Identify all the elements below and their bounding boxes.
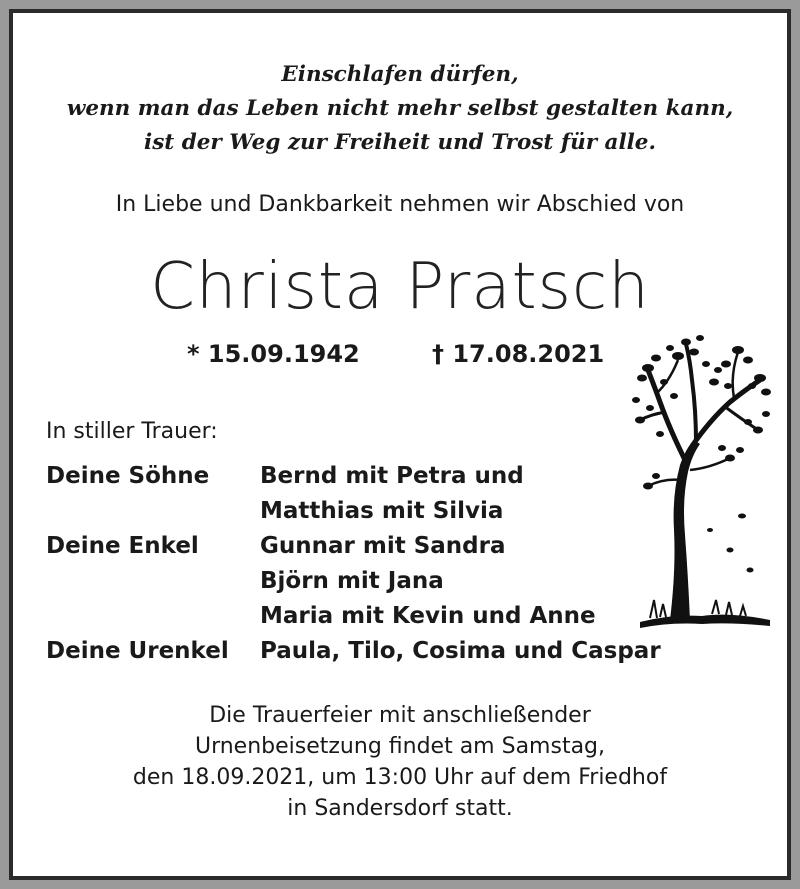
intro-text: In Liebe und Dankbarkeit nehmen wir Abschied von: [115, 192, 685, 217]
family-row: [46, 459, 661, 494]
funeral-info: [0, 700, 800, 824]
mourning-label: In stiller Trauer:: [46, 419, 218, 444]
family-names: Gunnar mit Sandra: [260, 533, 506, 559]
poem-line: wenn man das Leben nicht mehr selbst gestalten kann,: [66, 96, 734, 121]
family-names: Maria mit Kevin und Anne: [260, 603, 596, 629]
funeral-line: Die Trauerfeier mit anschließender: [209, 703, 591, 728]
family-relation: Deine Söhne: [46, 463, 210, 489]
deceased-name: Christa Pratsch: [150, 250, 650, 324]
poem-line: Einschlafen dürfen,: [281, 62, 519, 87]
poem-line: ist der Weg zur Freiheit und Trost für alle.: [144, 130, 656, 155]
funeral-line: Urnenbeisetzung findet am Samstag,: [194, 734, 606, 759]
family-relation: Deine Urenkel: [46, 638, 229, 664]
birth-date: * 15.09.1942: [187, 340, 360, 368]
death-date: † 17.08.2021: [432, 340, 605, 368]
family-list: [46, 459, 661, 669]
funeral-line: in Sandersdorf statt.: [287, 796, 513, 821]
family-names: Matthias mit Silvia: [260, 498, 504, 524]
family-row: [46, 494, 661, 529]
tree-illustration-icon: [630, 330, 775, 640]
family-names: Paula, Tilo, Cosima und Caspar: [260, 638, 661, 664]
family-relation: Deine Enkel: [46, 533, 199, 559]
poem: [0, 58, 800, 160]
family-names: Björn mit Jana: [260, 568, 444, 594]
family-row: [46, 564, 661, 599]
funeral-line: den 18.09.2021, um 13:00 Uhr auf dem Friedhof: [132, 765, 668, 790]
family-row: [46, 634, 661, 669]
family-row: [46, 529, 661, 564]
family-names: Bernd mit Petra und: [260, 463, 524, 489]
family-row: [46, 599, 661, 634]
